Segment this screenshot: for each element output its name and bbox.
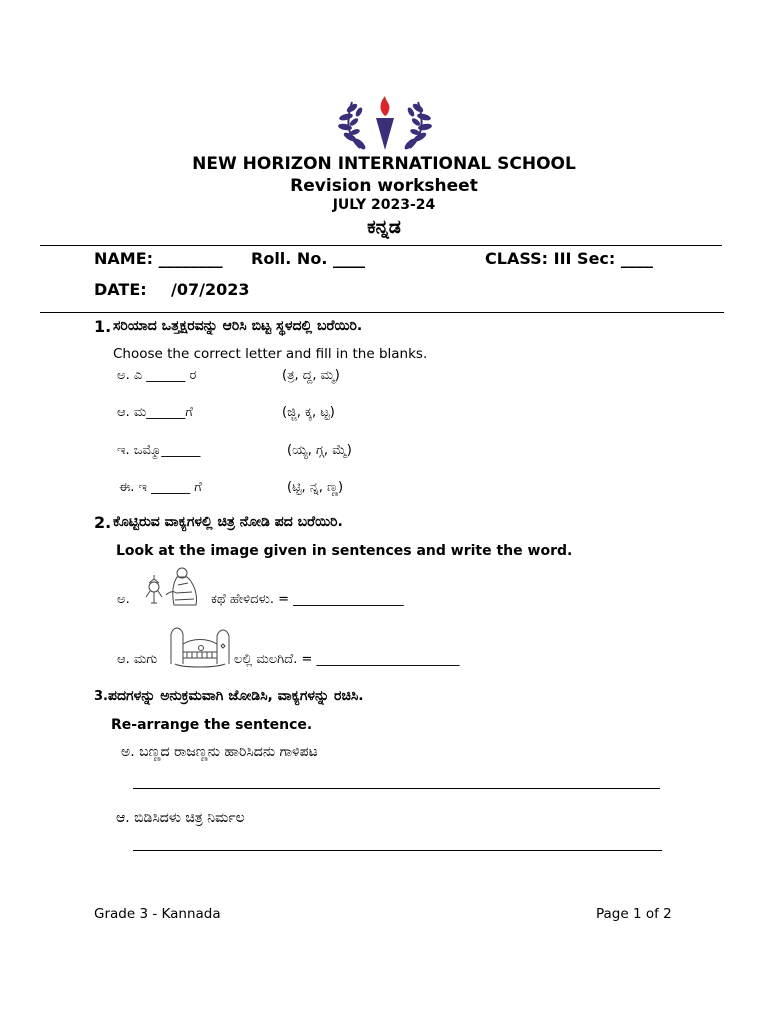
header-divider bbox=[40, 245, 722, 246]
q1-item-aa: ಆ. ಮ______ಗೆ bbox=[117, 405, 193, 420]
q2-item-aa-prefix: ಆ. ಮಗು bbox=[117, 652, 158, 667]
q1-item-i: ಇ. ಒಮ್ಮೊ______ bbox=[117, 443, 201, 458]
q1-item-ii-options: (ಟ್ಟಿ, ನ್ನ, ಣ್ಣ) bbox=[287, 480, 344, 495]
q3-item-a-answer-line bbox=[133, 788, 660, 789]
q2-item-aa-suffix: ಲಲ್ಲಿ ಮಲಗಿದೆ. = ______________________ bbox=[234, 652, 460, 667]
school-name: NEW HORIZON INTERNATIONAL SCHOOL bbox=[192, 154, 576, 174]
q3-title: ಪದಗಳನ್ನು ಅನುಕ್ರಮವಾಗಿ ಜೋಡಿಸಿ, ವಾಕ್ಯಗಳನ್ನು ರಚಿಸಿ. bbox=[108, 688, 364, 704]
subject: ಕನ್ನಡ bbox=[367, 216, 401, 238]
q3-number: 3. bbox=[94, 689, 108, 704]
q2-instruction: Look at the image given in sentences and write the word. bbox=[116, 543, 573, 559]
info-divider bbox=[40, 312, 724, 313]
cradle-icon bbox=[167, 624, 233, 668]
q1-number: 1. bbox=[94, 317, 112, 336]
q2-item-a-prefix: ಅ. bbox=[117, 592, 130, 607]
class-field-label: CLASS: III Sec: ____ bbox=[485, 249, 653, 268]
q3-item-a: ಅ. ಬಣ್ಣದ ರಾಜಣ್ಣನು ಹಾರಿಸಿದನು ಗಾಳಿಪಟ bbox=[121, 744, 318, 760]
q3-instruction: Re-arrange the sentence. bbox=[111, 717, 313, 733]
date-label: DATE: bbox=[94, 280, 147, 299]
q3-item-aa-answer-line bbox=[133, 850, 662, 851]
q1-item-aa-options: (ಜ್ಜಿ, ಕ್ಕ, ಟ್ಟ) bbox=[282, 405, 335, 420]
grandmother-storytelling-icon bbox=[142, 565, 204, 609]
q1-item-a: ಅ. ಎ ______ ರ bbox=[117, 368, 197, 383]
q1-instruction: Choose the correct letter and fill in the blanks. bbox=[113, 346, 428, 362]
roll-field-label: Roll. No. ____ bbox=[251, 249, 365, 268]
worksheet-title: Revision worksheet bbox=[290, 176, 478, 196]
date-value: /07/2023 bbox=[171, 280, 250, 299]
q2-number: 2. bbox=[94, 513, 112, 532]
q1-item-ii: ಈ. ಇ ______ ಗೆ bbox=[119, 480, 202, 495]
q1-item-a-options: (ತ್ರ, ದ್ದ, ಮ್ಮ) bbox=[282, 368, 340, 383]
footer-left: Grade 3 - Kannada bbox=[94, 906, 221, 922]
q2-title: ಕೊಟ್ಟಿರುವ ವಾಕ್ಯಗಳಲ್ಲಿ ಚಿತ್ರ ನೋಡಿ ಪದ ಬರೆಯಿರಿ. bbox=[113, 514, 343, 530]
q2-item-a-suffix: ಕಥೆ ಹೇಳಿದಳು. = _________________ bbox=[211, 592, 404, 607]
term: JULY 2023-24 bbox=[332, 197, 436, 213]
footer-page-number: Page 1 of 2 bbox=[596, 906, 672, 922]
q1-title: ಸರಿಯಾದ ಒತ್ತಕ್ಷರವನ್ನು ಆರಿಸಿ ಬಿಟ್ಟ ಸ್ಥಳದಲ್ಲಿ ಬರೆಯಿರಿ. bbox=[113, 318, 363, 334]
q3-item-aa: ಆ. ಬಿಡಿಸಿದಳು ಚಿತ್ರ ನಿರ್ಮಲ bbox=[116, 810, 245, 826]
q1-item-i-options: (ಯ್ಯ, ಗ್ಗ, ಮ್ಮೆ) bbox=[287, 443, 352, 458]
name-field-label: NAME: ________ bbox=[94, 249, 223, 268]
school-logo-icon bbox=[330, 92, 440, 154]
